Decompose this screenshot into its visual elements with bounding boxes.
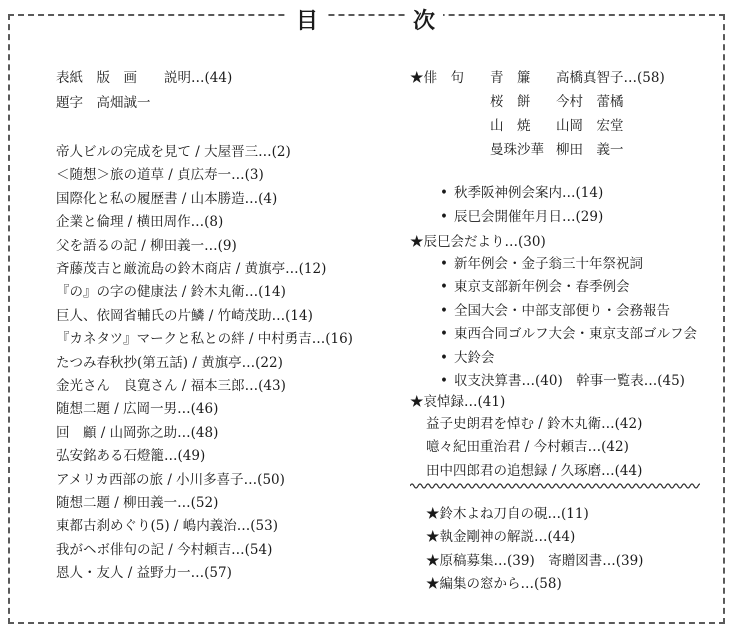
haiku-author: 柳田 義一 — [556, 142, 624, 158]
article-entry: 国際化と私の履歴書 / 山本勝造…(4) — [56, 190, 278, 207]
bottom-entry: ★鈴木よね刀自の硯…(11) — [426, 506, 589, 522]
article-entry: 随想二題 / 広岡一男…(46) — [56, 401, 219, 418]
article-entry: ＜随想＞旅の道草 / 貞広寿一…(3) — [56, 167, 264, 184]
bullet-icon: • — [440, 209, 448, 225]
bullet-icon: • — [440, 373, 448, 389]
article-entry: 父を語るの記 / 柳田義一…(9) — [56, 237, 237, 254]
article-entry: アメリカ西部の旅 / 小川多喜子…(50) — [56, 471, 285, 488]
news-entry — [440, 369, 685, 389]
bottom-entry: ★編集の窓から…(58) — [426, 576, 562, 593]
tatsumi-news-heading: ★辰巳会だより…(30) — [410, 234, 546, 250]
article-entry: 金光さん 良寛さん / 福本三郎…(43) — [56, 378, 286, 394]
article-entry: 回 顧 / 山岡弥之助…(48) — [56, 424, 219, 441]
article-entry: 『カネタツ』マークと私との絆 / 中村勇吉…(16) — [56, 331, 353, 348]
notice-entry — [440, 205, 603, 225]
haiku-author: 山岡 宏堂 — [556, 118, 624, 134]
title-char-2: 次 — [405, 4, 443, 35]
article-entry: 帝人ビルの完成を見て / 大屋晋三…(2) — [56, 144, 291, 160]
cover-entry: 表紙 版 画 説明…(44) — [56, 70, 233, 86]
memorial-heading: ★哀悼録…(41) — [410, 394, 506, 410]
notice-text: 辰巳会開催年月日…(29) — [454, 209, 604, 225]
bottom-entry: ★執金剛神の解説…(44) — [426, 529, 576, 546]
bullet-icon: • — [440, 256, 448, 272]
news-text: 東西合同ゴルフ大会・東京支部ゴルフ会 — [454, 326, 697, 343]
news-entry — [440, 252, 643, 272]
haiku-author: 高橋真智子…(58) — [556, 70, 665, 86]
article-entry: 巨人、依岡省輔氏の片鱗 / 竹崎茂助…(14) — [56, 307, 313, 324]
news-text: 東京支部新年例会・春季例会 — [454, 279, 630, 296]
article-entry: 弘安銘ある石燈籠…(49) — [56, 448, 206, 465]
bullet-icon: • — [440, 349, 448, 366]
calligraphy-entry: 題字 高畑誠一 — [56, 95, 151, 111]
memorial-entry: 田中四郎君の追想録 / 久琢磨…(44) — [426, 462, 643, 479]
notice-text: 秋季阪神例会案内…(14) — [454, 185, 604, 201]
wave-divider — [410, 482, 700, 490]
bottom-entry: ★原稿募集…(39) 寄贈図書…(39) — [426, 552, 644, 569]
news-text: 全国大会・中部支部便り・会務報告 — [454, 302, 670, 319]
article-entry: 随想二題 / 柳田義一…(52) — [56, 495, 219, 511]
memorial-entry: 噫々紀田重治君 / 今村頼吉…(42) — [426, 439, 629, 456]
news-entry — [440, 275, 630, 295]
haiku-author: 今村 蕾橘 — [556, 94, 624, 110]
article-entry: 企業と倫理 / 横田周作…(8) — [56, 214, 224, 231]
haiku-season: 青 簾 — [490, 70, 531, 86]
memorial-entry: 益子史朗君を悼む / 鈴木丸衛…(42) — [426, 416, 643, 432]
haiku-season: 桜 餅 — [490, 94, 531, 110]
bullet-icon: • — [440, 279, 448, 296]
haiku-season: 曼珠沙華 — [490, 142, 544, 158]
news-entry — [440, 322, 697, 342]
news-entry — [440, 346, 495, 366]
article-entry: 恩人・友人 / 益野力一…(57) — [56, 565, 232, 582]
news-text: 新年例会・金子翁三十年祭祝詞 — [454, 256, 643, 272]
bullet-icon: • — [440, 185, 448, 201]
article-entry: 東都古刹めぐり(5) / 嶋内義治…(53) — [56, 518, 278, 535]
notice-entry — [440, 181, 603, 201]
bullet-icon: • — [440, 302, 448, 319]
bullet-icon: • — [440, 326, 448, 343]
news-text: 収支決算書…(40) 幹事一覧表…(45) — [454, 373, 685, 389]
article-entry: たつみ春秋抄(第五話) / 黄旗亭…(22) — [56, 354, 283, 371]
title-char-1: 目 — [288, 4, 326, 35]
news-entry — [440, 299, 670, 319]
article-entry: 斉藤茂吉と厳流島の鈴木商店 / 黄旗亭…(12) — [56, 261, 327, 277]
article-entry: 『の』の字の健康法 / 鈴木丸衛…(14) — [56, 284, 286, 301]
news-text: 大鈴会 — [454, 349, 495, 366]
article-entry: 我がヘボ俳句の記 / 今村頼吉…(54) — [56, 541, 273, 558]
haiku-label: ★俳 句 — [410, 70, 464, 86]
haiku-season: 山 焼 — [490, 118, 531, 134]
